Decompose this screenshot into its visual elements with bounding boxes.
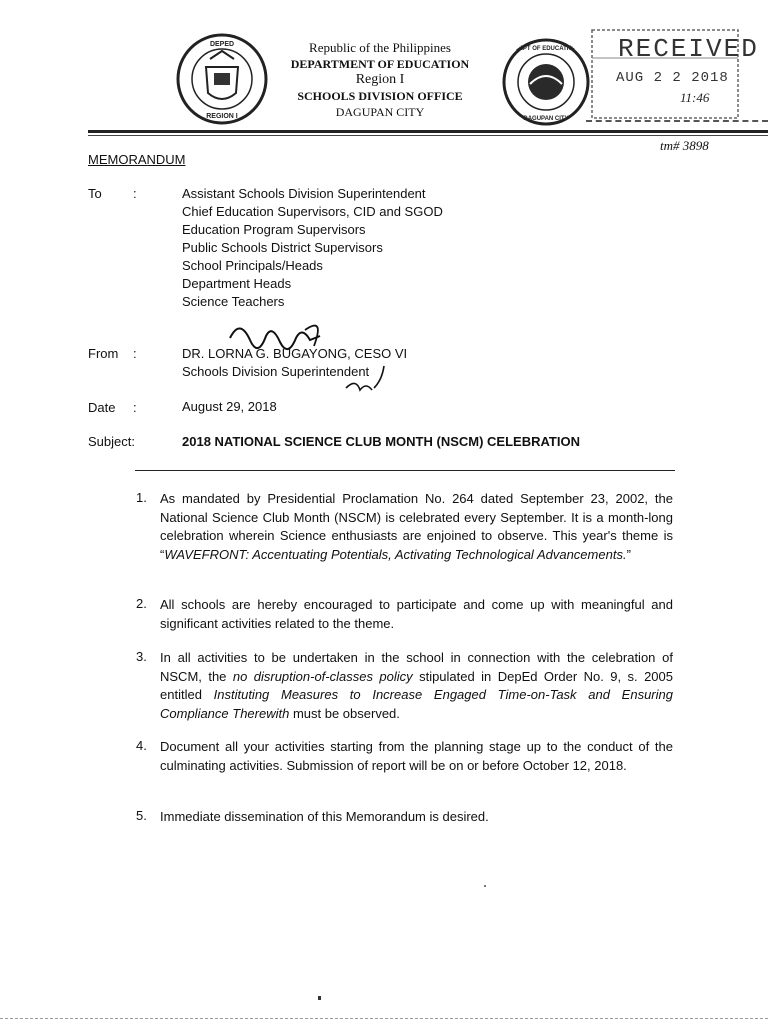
paragraph-text: stipulated in DepEd Order No. 9, s. 2005 entitled [160, 668, 674, 702]
paragraph-text: As mandated by Presidential Proclamation No. 264 dated September 23, 2002, the National Science Club Month (NSCM) is celebrated every September. It is a month-long celebration wherein Science enthusiasts are enjoined to observe. This year's theme is “ [160, 491, 673, 562]
stamp-divider [586, 120, 768, 122]
recipient-item: Public Schools District Supervisors [182, 240, 383, 255]
recipient-item: Chief Education Supervisors, CID and SGOD [182, 204, 443, 219]
paragraph-1 [160, 490, 673, 564]
memo-title: MEMORANDUM [88, 152, 186, 167]
svg-text:DEPT OF EDUCATION: DEPT OF EDUCATION [514, 46, 578, 52]
from-label: From [88, 346, 119, 361]
page-edge [0, 1018, 768, 1019]
order-title-text: Instituting Measures to Increase Engaged Time-on-Task and Ensuring Compliance Therewith [160, 687, 673, 721]
division-office-seal [502, 38, 590, 126]
letterhead-city: DAGUPAN CITY [335, 105, 425, 119]
letterhead-region: Region I [355, 72, 405, 87]
sender-title: Schools Division Superintendent [182, 364, 370, 379]
recipient-item: School Principals/Heads [182, 258, 323, 273]
policy-text: no disruption-of-classes policy [232, 668, 413, 684]
from-colon: : [133, 346, 137, 361]
paragraph-4: Document all your activities starting from the planning stage up to the conduct of the culminating activities. Submission of report will be on or before October 12, 2018. [160, 739, 673, 773]
letterhead-office: SCHOOLS DIVISION OFFICE [297, 89, 463, 103]
handwritten-reference-number: tm# 3898 [660, 138, 709, 153]
paragraph-number: 2. [136, 596, 147, 611]
stamp-time: 11:46 [680, 90, 710, 105]
paragraph-text: In all activities to be undertaken in the school in connection with the celebration of NSCM, the [160, 650, 673, 684]
date-colon: : [133, 400, 137, 415]
stamp-date: AUG 2 2 2018 [616, 70, 729, 86]
subject-label: Subject: [88, 434, 135, 449]
subject-rule [135, 470, 675, 471]
recipient-item: Assistant Schools Division Superintendent [182, 186, 426, 201]
recipient-item: Science Teachers [182, 294, 285, 309]
date-label: Date [88, 400, 116, 415]
theme-text: WAVEFRONT: Accentuating Potentials, Activating Technological Advancements. [164, 546, 627, 562]
letterhead-republic: Republic of the Philippines [309, 40, 451, 55]
recipient-list [182, 185, 443, 311]
memo-subject: 2018 NATIONAL SCIENCE CLUB MONTH (NSCM) CELEBRATION [182, 434, 580, 449]
paragraph-number: 3. [136, 649, 147, 664]
scan-artifact [318, 996, 321, 1000]
memo-date: August 29, 2018 [182, 399, 277, 414]
paragraph-5: Immediate dissemination of this Memorandum is desired. [160, 809, 489, 824]
paragraph-3 [160, 649, 673, 723]
sender-name: DR. LORNA G. BUGAYONG, CESO VI [182, 346, 408, 361]
to-label: To [88, 186, 102, 201]
svg-text:DAGUPAN CITY: DAGUPAN CITY [523, 116, 569, 122]
header-rule-thin [88, 135, 768, 136]
paragraph-2: All schools are hereby encouraged to participate and come up with meaningful and significant activities related to the theme. [160, 597, 673, 631]
recipient-item: Education Program Supervisors [182, 222, 366, 237]
header-rule [88, 130, 768, 133]
paragraph-number: 5. [136, 808, 147, 823]
paragraph-number: 4. [136, 738, 147, 753]
letterhead-department: DEPARTMENT OF EDUCATION [290, 57, 470, 71]
paragraph-text: ” [626, 546, 631, 562]
scan-artifact [484, 885, 486, 887]
paragraph-text: must be observed. [289, 705, 400, 721]
paragraph-number: 1. [136, 490, 147, 505]
stamp-label: RECEIVED [618, 34, 759, 64]
recipient-item: Department Heads [182, 276, 292, 291]
svg-text:REGION I: REGION I [206, 113, 238, 120]
to-colon: : [133, 186, 137, 201]
deped-region-seal [176, 33, 268, 125]
svg-text:DEPED: DEPED [209, 41, 235, 48]
